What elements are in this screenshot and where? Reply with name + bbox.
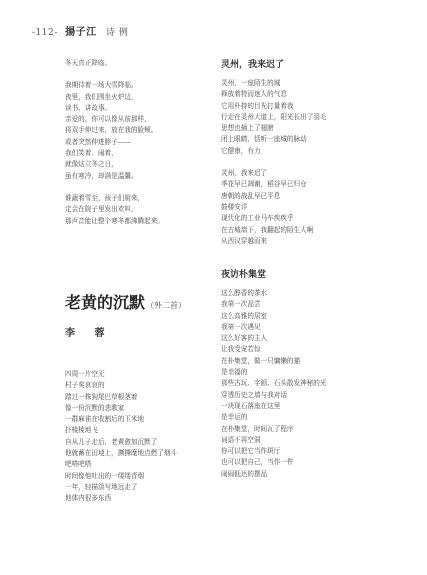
poem-subtitle: （外二首） [146,301,187,310]
poem-line: 他体内很多东西 [65,494,112,503]
poem-line: 亲爱的，你可以像从前那样， [65,115,151,124]
section-title: 灵州，我来迟了 [221,60,285,70]
magazine-logo: 揚子江 [65,27,97,38]
poem-line: 四周一片空无 [65,370,105,378]
poem-line: 吧嗒吧嗒 [65,460,92,469]
poem-line: 时间像他吐出的一缕缕青烟 [65,471,145,480]
poem-line: 你可以把它当作斑厅 [221,447,281,456]
poem-line: 是幸运的 [221,413,248,422]
poem-line: 这么高雅的居室 [221,311,268,320]
poem-line: 或者突然伸进脖子—— [65,137,131,146]
poem-line: 那些古玩、字画、石头散发神秘的光 [221,379,327,388]
poem-line: 鼓楼安详 [221,202,248,211]
poem-line: 在朴集堂，时间瓦了程序 [221,424,294,433]
poem-line: 一群麻雀在收割后的玉米地 [65,415,145,424]
left-column-bottom [65,369,245,505]
page-header [32,23,128,38]
poem-title-text: 老黄的沉默 [65,293,146,312]
page-number: -112- [32,28,58,38]
poem-line: 季花早已凋谢，稻谷早已归仓 [221,180,307,189]
poem-line: 穿透历史之墙与我对话 [221,390,287,399]
poem-line: 思想也插上了翅膀 [221,124,274,133]
poem-line: 这么好客的主人 [221,334,268,343]
poem-line: 谁蔬着雪至，孩子们厨来， [65,193,145,202]
poem-line: 冬天真正降临。 [65,59,112,67]
poem-line: 就像这立冬之日， [65,160,118,169]
poem-line: 词语不再空洞 [221,435,261,444]
poem-line: 村子矣哀哀的 [65,381,105,390]
poem-line: 灵州，一座陌生的城 [221,79,281,87]
poem-line: 他就蓄在田埂上，撕撕麾地点燃了烟斗 [65,449,178,458]
poem-line: 闭上眼睛，恬听一座城的脉动 [221,135,307,144]
poem-line: 夜里，我们围坐火炉边， [65,92,138,101]
poem-line: 唐朝的战乱早已平息 [221,191,281,200]
poem-line: 这么醇香的茶水 [221,289,268,297]
section-title: 夜访朴集堂 [221,270,267,280]
poem-line: 我期待着一场大雪降临。 [65,81,138,90]
poem-line: 从西汉穿越而来 [221,236,268,245]
author-name: 李 蓉 [65,328,113,339]
poem-line: 在古城墙下，我翻起的陌生人啊 [221,225,314,234]
poem-line: 一块现石落座在这里 [221,401,281,410]
poem-line: 像一份沉默的悲歌家 [65,403,125,412]
left-column-top [65,58,245,227]
poem-line: 我们笑着、闹着， [65,149,118,158]
right-column-top [221,58,401,247]
poem-line: 那声音能让整个寒冬都沸腾起来。 [65,216,164,225]
poem-title [65,293,186,316]
poem-line: 我第一次品尝 [221,300,261,309]
poem-line: 读书、讲故事。 [65,103,112,112]
poem-line: 在朴集堂，做一只慵懒的猫 [221,356,301,365]
poem-line: 扑棱棱地飞 [65,426,98,435]
poem-line: 定会在院子里发出欢叫， [65,205,138,214]
poem-line: 是幸福的 [221,368,248,377]
poem-line: 行走在灵州大道上，阳光长出了羽毛 [221,112,327,121]
poem-line: 它用朴持的目光打量着我 [221,101,294,110]
poem-line: 让我受宠若惊 [221,345,261,354]
poem-title-block [65,293,186,339]
right-column-bottom [221,268,401,480]
poem-line: 灵州，我来迟了 [221,169,268,178]
poem-line: 它健康，有力 [221,146,261,155]
poem-line: 释放着特而迷人的气息 [221,90,287,99]
poem-line: 自从儿子走后，老黄愈加沉默了 [65,437,158,446]
section-label: 诗 例 [106,28,129,38]
poem-line: 踏过一株狗尾巴草根茎着 [65,392,138,401]
poem-line: 闹闹低达的摆品 [221,469,268,478]
poem-line: 虽有寒冷，却满是温馨。 [65,171,138,180]
poem-line: 现代化的工业马车疾疾乎 [221,214,294,223]
poem-line: 将双手伸过来，放在我的脸颊。 [65,126,158,135]
poem-line: 一年，轻描淡写地远走了 [65,482,138,491]
poem-line: 也可以把自己，当作一件 [221,458,294,467]
poem-line: 我第一次遇见 [221,322,261,331]
